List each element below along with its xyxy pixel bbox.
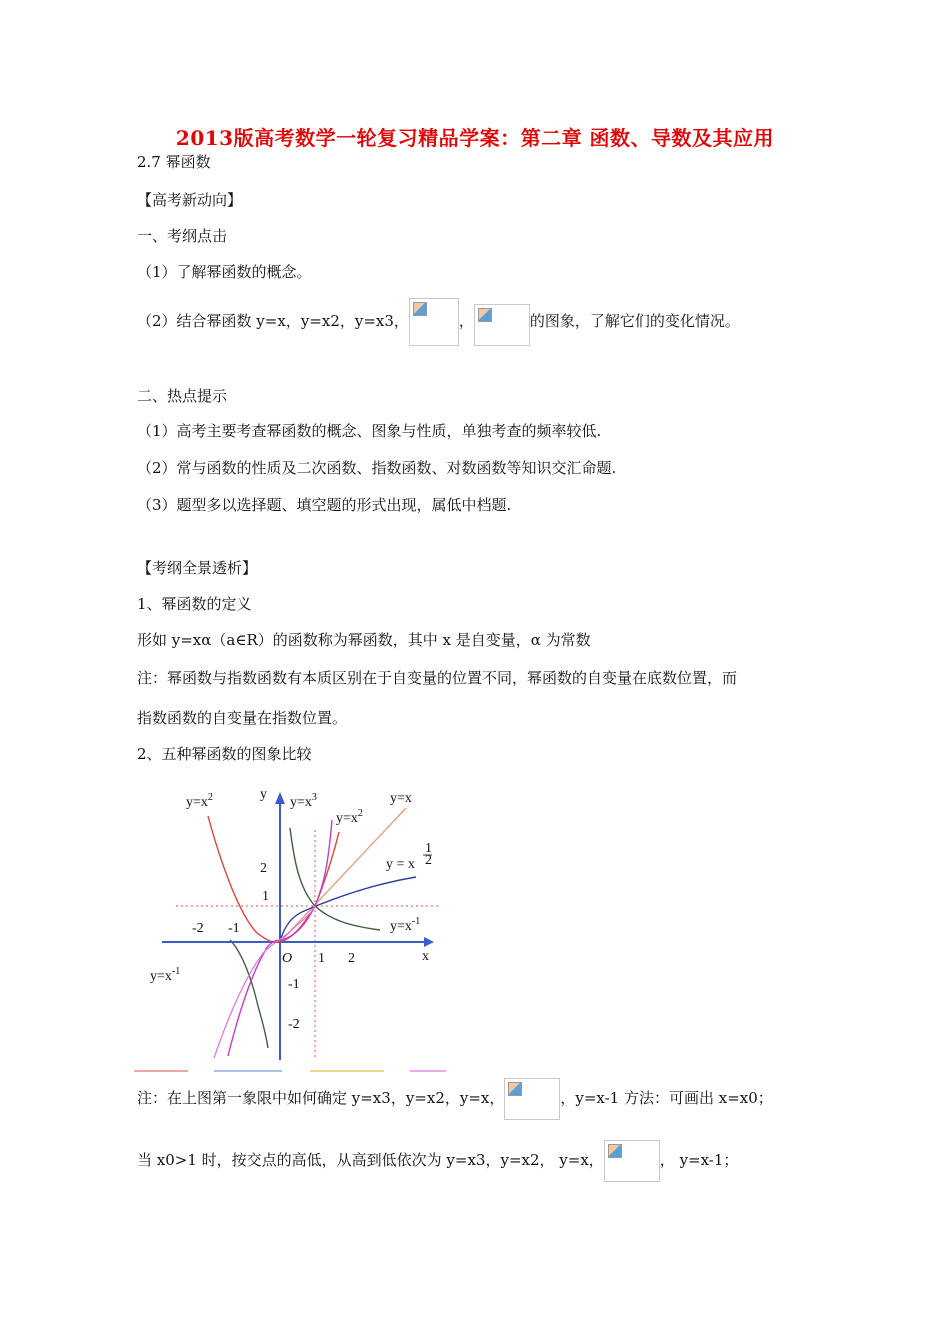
paragraph-1: （1）了解幂函数的概念。: [137, 263, 312, 281]
s1-definition: 形如 y=xα（a∈R）的函数称为幂函数，其中 x 是自变量，α 为常数: [137, 631, 591, 649]
origin-label: O: [282, 951, 293, 966]
image-icon: [508, 1082, 522, 1096]
label-y-inv-left: $y=x^{-1}$: [150, 966, 181, 984]
label-y-inv-right: $y=x^{-1}$: [390, 916, 421, 934]
label-sqrt-exp-den: 2: [425, 853, 432, 868]
note-a: [137, 1076, 773, 1120]
tick-y-1: 1: [262, 889, 269, 904]
tick-x-1: 1: [318, 951, 325, 966]
image-icon: [413, 302, 427, 316]
note-b-suffix: ， y=x-1；: [659, 1151, 739, 1169]
label-y-x: y=x: [390, 791, 412, 806]
s2-title: 2、五种幂函数的图象比较: [137, 745, 312, 763]
label-y-x2-right: $y=x^2$: [336, 808, 363, 826]
section-number: 2.7 幂函数: [137, 153, 211, 171]
tick-x-2: 2: [348, 951, 355, 966]
image-icon: [608, 1144, 622, 1158]
hotspot-1: （1）高考主要考查幂函数的概念、图象与性质，单独考查的频率较低.: [137, 422, 602, 440]
y-axis-label: y: [260, 787, 267, 802]
image-icon: [478, 308, 492, 322]
tick-y-neg2: -2: [288, 1017, 300, 1032]
label-y-x3: $y=x^3$: [290, 792, 317, 810]
paragraph-2-suffix: 的图象，了解它们的变化情况。: [529, 312, 740, 330]
s1-note-line2: 指数函数的自变量在指数位置。: [137, 709, 348, 727]
paragraph-2: [137, 296, 740, 346]
broken-image-placeholder-4: [604, 1140, 660, 1182]
tick-x-neg2: -2: [192, 921, 204, 936]
x-axis-arrow: [424, 937, 434, 947]
part2-title: 二、热点提示: [137, 387, 228, 405]
hotspot-3: （3）题型多以选择题、填空题的形式出现，属低中档题.: [137, 496, 512, 514]
heading-new-trends: 【高考新动向】: [137, 191, 243, 209]
x-axis-label: x: [422, 949, 429, 964]
s1-note-line1: 注：幂函数与指数函数有本质区别在于自变量的位置不同，幂函数的自变量在底数位置，而: [137, 669, 738, 687]
label-y-x2-left: $y=x^2$: [186, 792, 213, 810]
heading-overview: 【考纲全景透析】: [137, 559, 258, 577]
note-a-suffix: ，y=x-1 方法：可画出 x=x0；: [560, 1089, 773, 1107]
hotspot-2: （2）常与函数的性质及二次函数、指数函数、对数函数等知识交汇命题.: [137, 459, 617, 477]
curve-y-inv-x-right: [290, 828, 380, 930]
note-b: [137, 1138, 738, 1182]
broken-image-placeholder-3: [504, 1078, 560, 1120]
label-sqrt-exp-num: 1: [425, 841, 432, 856]
tick-y-neg1: -1: [288, 977, 300, 992]
paragraph-2-comma: ，: [458, 312, 474, 330]
tick-y-2: 2: [260, 861, 267, 876]
tick-x-neg1: -1: [228, 921, 240, 936]
note-a-prefix: 注：在上图第一象限中如何确定 y=x3，y=x2，y=x，: [137, 1089, 505, 1107]
s1-title: 1、幂函数的定义: [137, 595, 252, 613]
power-functions-graph: [134, 780, 454, 1080]
broken-image-placeholder-2: [474, 304, 530, 346]
broken-image-placeholder-1: [409, 298, 459, 346]
label-y-sqrt-x: y = x: [386, 857, 415, 872]
paragraph-2-prefix: （2）结合幂函数 y=x，y=x2，y=x3，: [137, 312, 409, 330]
y-axis-arrow: [275, 792, 285, 804]
document-title: 2013版高考数学一轮复习精品学案：第二章 函数、导数及其应用: [175, 126, 775, 150]
part1-title: 一、考纲点击: [137, 227, 228, 245]
note-b-prefix: 当 x0>1 时，按交点的高低，从高到低依次为 y=x3，y=x2， y=x，: [137, 1151, 604, 1169]
